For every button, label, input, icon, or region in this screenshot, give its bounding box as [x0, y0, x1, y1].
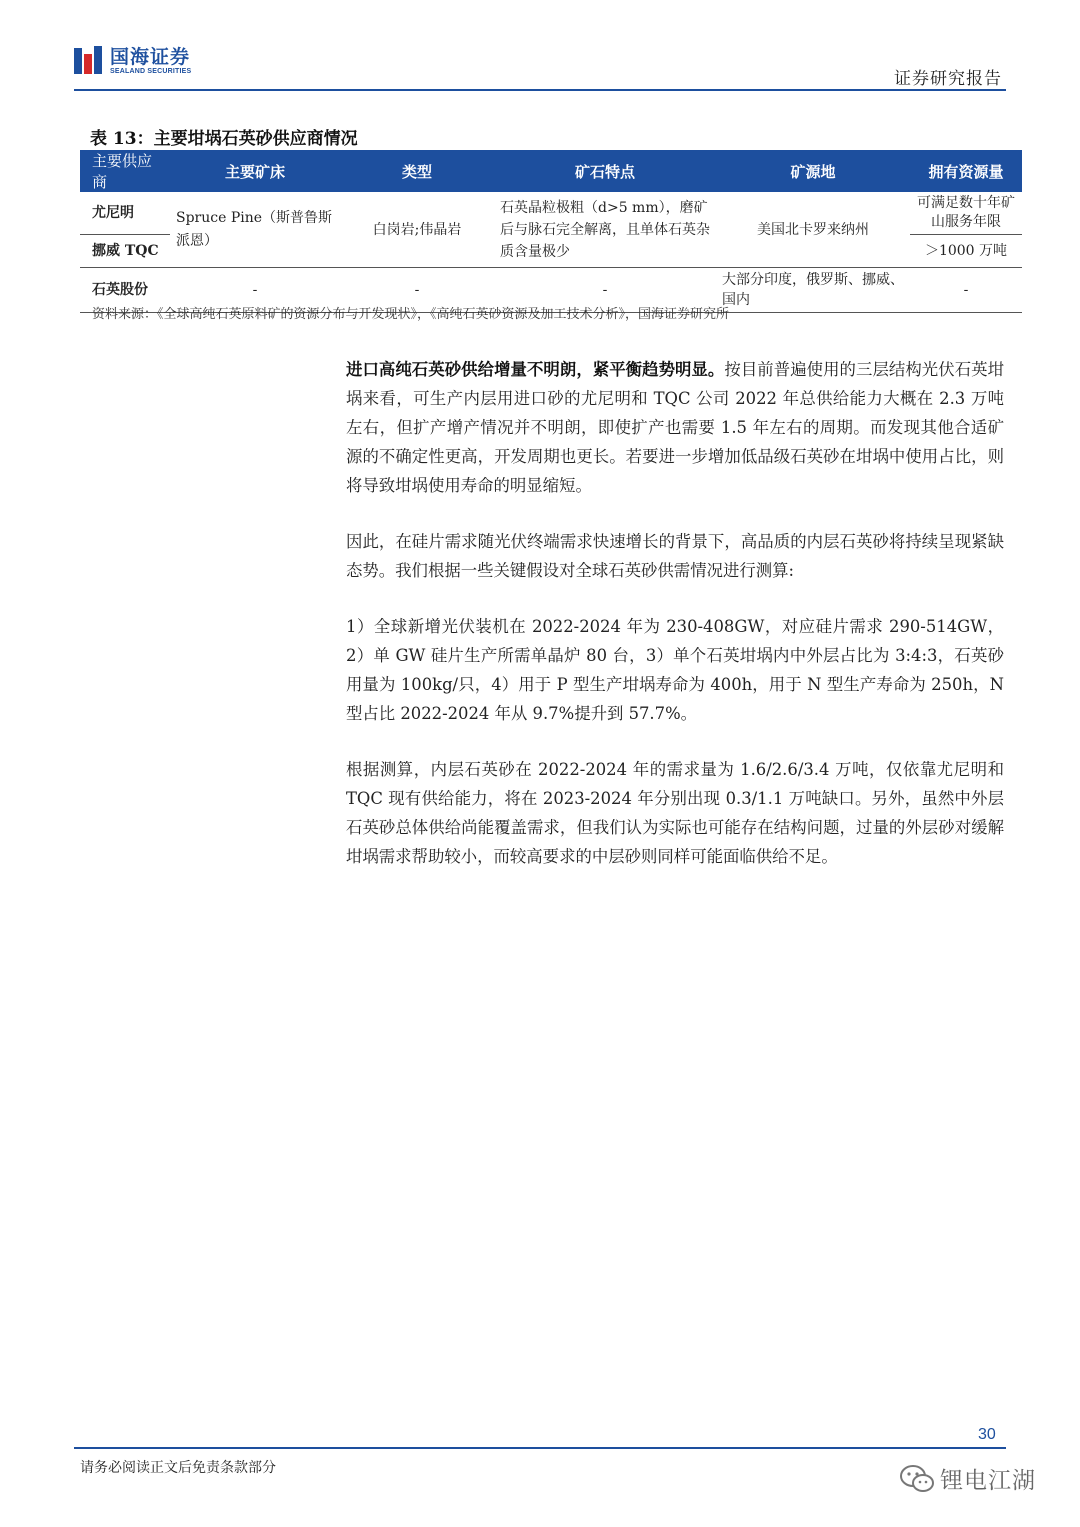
- wechat-icon: [898, 1463, 936, 1495]
- header-divider: [74, 89, 1006, 91]
- type-cell: 白岗岩;伟晶岩: [340, 192, 494, 268]
- deposit-cell: Spruce Pine（斯普鲁斯派恩）: [170, 192, 340, 268]
- logo-name-en: SEALAND SECURITIES: [110, 67, 192, 75]
- table-source: 资料来源：《全球高纯石英原料矿的资源分布与开发现状》，《高纯石英砂资源及加工技术分析》，国海证券研究所: [92, 307, 730, 322]
- col-header: 拥有资源量: [910, 150, 1022, 192]
- resource-cell: 可满足数十年矿山服务年限: [910, 192, 1022, 235]
- col-header: 主要矿床: [170, 150, 340, 192]
- table-title: 表 13：主要坩埚石英砂供应商情况: [90, 129, 358, 149]
- paragraph: 1）全球新增光伏装机在 2022-2024 年为 230-408GW，对应硅片需求 290-514GW，2）单 GW 硅片生产所需单晶炉 80 台，3）单个石英坩埚内中外层占比为 3:4:3，石英砂用量为 100kg/只，4）用于 P 型生产坩埚寿命为 400h，用于 N 型生产寿命为 250h，N 型占比 2022-2024 年从 9.7%提升到 57.7%。: [346, 617, 1004, 723]
- sealand-logo-icon: [74, 46, 104, 76]
- paragraph-lead: 进口高纯石英砂供给增量不明朗，紧平衡趋势明显。: [346, 360, 725, 379]
- page-header: [74, 40, 1006, 90]
- watermark: [898, 1462, 1036, 1495]
- disclaimer-note: 请务必阅读正文后免责条款部分: [80, 1460, 276, 1476]
- supplier-table: [80, 150, 1022, 313]
- col-header: 矿石特点: [494, 150, 716, 192]
- table-row: [80, 192, 1022, 235]
- deposit-cell: -: [170, 268, 340, 313]
- col-header: 类型: [340, 150, 494, 192]
- supplier-cell: 石英股份: [80, 268, 170, 313]
- report-type: 证券研究报告: [894, 69, 1002, 89]
- footer-divider: [74, 1447, 1006, 1449]
- type-cell: -: [340, 268, 494, 313]
- resource-cell: -: [910, 268, 1022, 313]
- supplier-cell: 尤尼明: [80, 192, 170, 235]
- paragraph: 因此，在硅片需求随光伏终端需求快速增长的背景下，高品质的内层石英砂将持续呈现紧缺态势。我们根据一些关键假设对全球石英砂供需情况进行测算:: [346, 532, 1004, 580]
- logo-name-cn: 国海证券: [110, 45, 191, 68]
- feature-cell: 石英晶粒极粗（d>5 mm），磨矿后与脉石完全解离，且单体石英杂质含量极少: [494, 192, 716, 268]
- col-header: 主要供应商: [80, 150, 170, 192]
- resource-cell: ＞1000 万吨: [910, 235, 1022, 268]
- sealand-logo: [74, 46, 191, 76]
- body-text: [346, 355, 1004, 898]
- paragraph: 进口高纯石英砂供给增量不明朗，紧平衡趋势明显。按目前普遍使用的三层结构光伏石英坩埚来看，可生产内层用进口砂的尤尼明和 TQC 公司 2022 年总供给能力大概在 2.3 万吨左右，但扩产增产情况并不明朗，即使扩产也需要 1.5 年左右的周期。而发现其他合适矿源的不确定性更高，开发周期也更长。若要进一步增加低品级石英砂在坩埚中使用占比，则将导致坩埚使用寿命的明显缩短。: [346, 360, 1005, 495]
- col-header: 矿源地: [716, 150, 910, 192]
- paragraph: 根据测算，内层石英砂在 2022-2024 年的需求量为 1.6/2.6/3.4 万吨，仅依靠尤尼明和 TQC 现有供给能力，将在 2023-2024 年分别出现 0.3/1.1 万吨缺口。另外，虽然中外层石英砂总体供给尚能覆盖需求，但我们认为实际也可能存在结构问题，过量的外层砂对缓解坩埚需求帮助较小，而较高要求的中层砂则同样可能面临供给不足。: [346, 760, 1004, 866]
- origin-cell: 美国北卡罗来纳州: [716, 192, 910, 268]
- watermark-text: 锂电江湖: [940, 1468, 1036, 1494]
- origin-cell: 大部分印度，俄罗斯、挪威、国内: [716, 268, 910, 313]
- supplier-cell: 挪威 TQC: [80, 235, 170, 268]
- page-number: 30: [978, 1426, 996, 1443]
- feature-cell: -: [494, 268, 716, 313]
- table-header-row: [80, 150, 1022, 192]
